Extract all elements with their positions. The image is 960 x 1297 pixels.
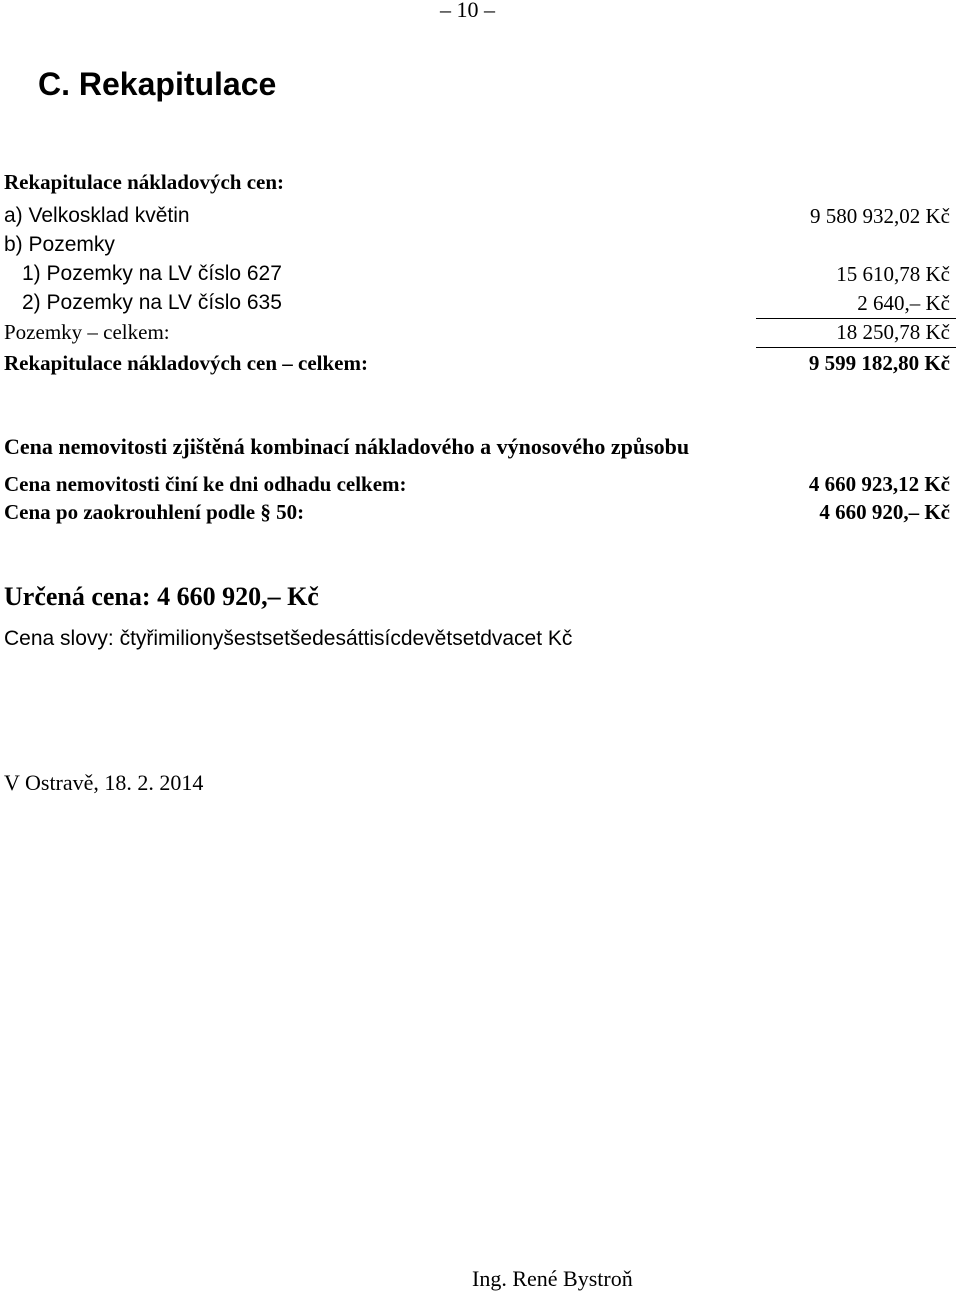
valuation-total-value: 4 660 923,12 Kč — [808, 472, 950, 496]
item-label-land-627: 1) Pozemky na LV číslo 627 — [22, 262, 282, 285]
grand-total-label: Rekapitulace nákladových cen – celkem: — [4, 351, 368, 375]
determined-price-label: Určená cena: — [4, 582, 151, 611]
total-rule — [756, 347, 956, 348]
signature-name: Ing. René Bystroň — [472, 1266, 633, 1291]
item-label-warehouse: a) Velkosklad květin — [4, 204, 190, 227]
item-value-warehouse: 9 580 932,02 Kč — [810, 204, 950, 228]
cost-recap-heading: Rekapitulace nákladových cen: — [4, 170, 285, 194]
determined-price — [4, 582, 319, 612]
item-value-land-627: 15 610,78 Kč — [836, 262, 950, 286]
valuation-total-label: Cena nemovitosti činí ke dni odhadu celkem: — [4, 472, 407, 496]
page-number: – 10 – — [440, 0, 495, 22]
rounded-price-value: 4 660 920,– Kč — [819, 500, 950, 524]
place-and-date: V Ostravě, 18. 2. 2014 — [4, 770, 204, 795]
item-label-land-635: 2) Pozemky na LV číslo 635 — [22, 291, 282, 314]
item-value-land-635: 2 640,– Kč — [857, 291, 950, 315]
land-total-value: 18 250,78 Kč — [836, 320, 950, 344]
land-total-label: Pozemky – celkem: — [4, 320, 170, 344]
valuation-heading: Cena nemovitosti zjištěná kombinací nákladového a výnosového způsobu — [4, 434, 690, 459]
grand-total-value: 9 599 182,80 Kč — [808, 351, 950, 375]
determined-price-value: 4 660 920,– Kč — [157, 582, 319, 611]
item-label-land: b) Pozemky — [4, 233, 115, 256]
subtotal-rule — [756, 318, 956, 319]
rounded-price-label: Cena po zaokrouhlení podle § 50: — [4, 500, 305, 524]
price-in-words-label: Cena slovy: — [4, 627, 114, 650]
section-title: C. Rekapitulace — [38, 66, 277, 102]
price-in-words — [4, 627, 572, 651]
price-in-words-value: čtyřimilionyšestsetšedesáttisícdevětsetdvacet Kč — [119, 627, 573, 650]
